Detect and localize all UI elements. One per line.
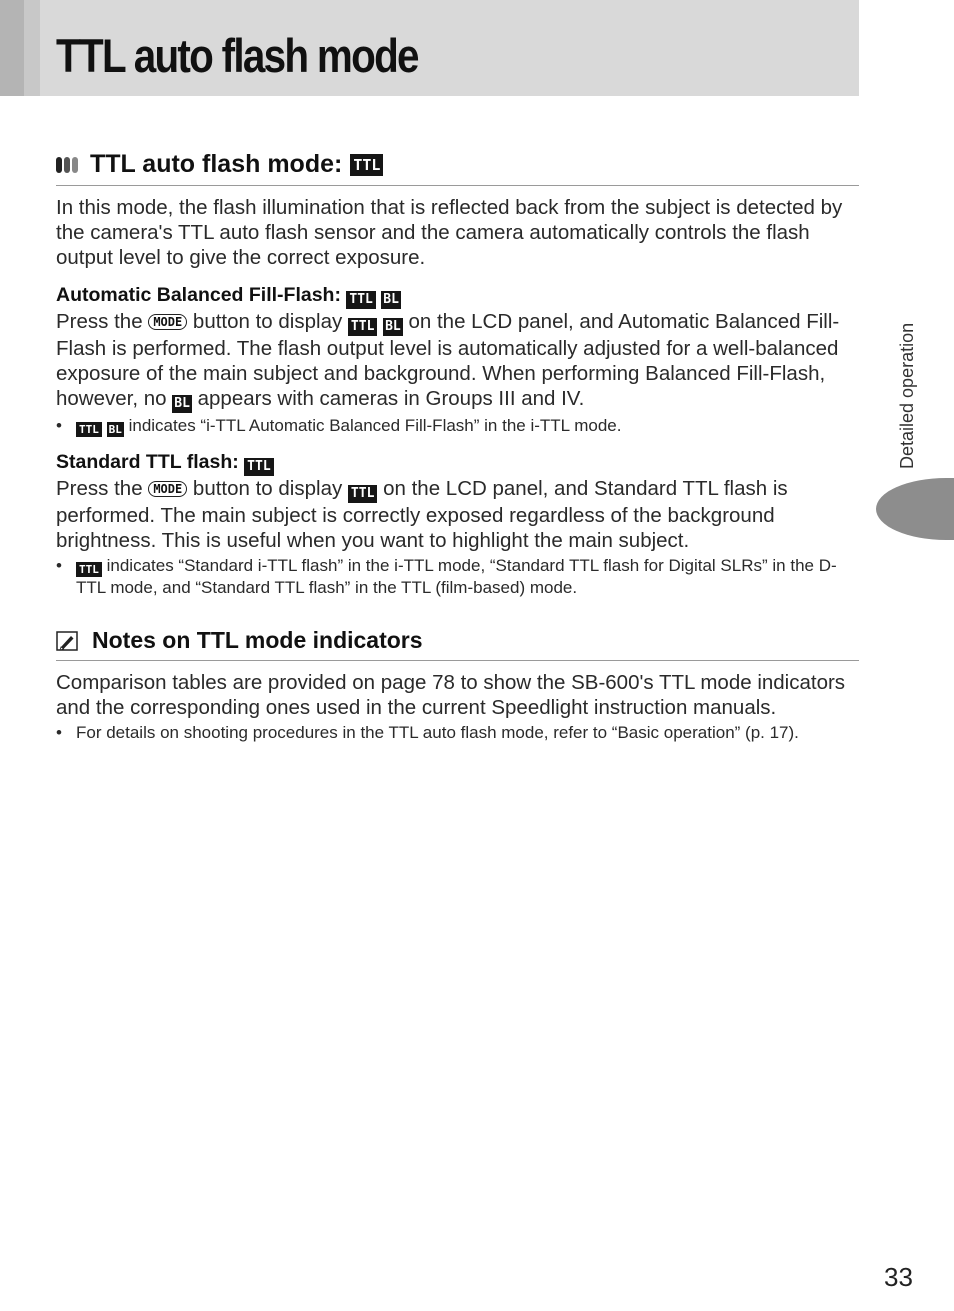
header-strip bbox=[0, 0, 40, 96]
notes-paragraph: Comparison tables are provided on page 78 to show the SB-600's TTL mode indicators and the corresponding ones used in the current Speedlight instruction manuals. bbox=[56, 671, 846, 719]
bullet-text: indicates “i-TTL Automatic Balanced Fill-Flash” in the i-TTL mode. bbox=[128, 416, 622, 435]
notes-heading-text: Notes on TTL mode indicators bbox=[92, 627, 423, 653]
pencil-note-icon bbox=[56, 631, 78, 651]
bullet-text: indicates “Standard i-TTL flash” in the i-TTL mode, “Standard TTL flash for Digital SLRs” in the D-TTL mode, and “Standard TTL flash” in the TTL (film-based) mode. bbox=[76, 556, 837, 597]
bl-badge: BL bbox=[108, 423, 122, 436]
ttl-badge: TTL bbox=[244, 458, 273, 476]
text-run: button to display bbox=[192, 310, 343, 333]
ttl-badge: TTL bbox=[76, 562, 102, 577]
text-run: button to display bbox=[192, 477, 343, 500]
intro-paragraph: In this mode, the flash illumination that is reflected back from the subject is detected by the camera's TTL auto flash sensor and the camera automatically controls the flash output level to give the correct exposure. bbox=[56, 196, 843, 269]
ttl-badge: TTL bbox=[348, 318, 377, 336]
text-run: Press the bbox=[56, 477, 143, 500]
text-run: Press the bbox=[56, 310, 143, 333]
ttl-badge: TTL bbox=[350, 154, 383, 176]
bl-badge: BL bbox=[383, 292, 399, 307]
ttl-badge: TTL bbox=[346, 291, 375, 309]
ttl-badge: TTL bbox=[348, 485, 377, 503]
chapter-tab bbox=[876, 478, 954, 540]
bl-badge: BL bbox=[385, 319, 401, 334]
ttl-badge: TTL bbox=[76, 422, 102, 437]
standard-ttl-bullet bbox=[56, 555, 859, 599]
section-heading-notes bbox=[56, 627, 859, 661]
text-run: appears with cameras in Groups III and IV. bbox=[197, 387, 585, 410]
bl-badge: BL bbox=[174, 396, 190, 411]
chapter-label: Detailed operation bbox=[897, 322, 917, 469]
standard-ttl-heading bbox=[56, 449, 859, 476]
notes-bullet bbox=[56, 722, 859, 744]
triple-dots-icon bbox=[56, 157, 78, 173]
page-number: 33 bbox=[884, 1262, 913, 1292]
fill-flash-heading bbox=[56, 282, 859, 309]
fill-flash-bullet bbox=[56, 415, 859, 437]
standard-ttl-paragraph bbox=[56, 476, 859, 553]
mode-button-icon: MODE bbox=[148, 314, 187, 330]
section-heading-text: TTL auto flash mode: bbox=[90, 150, 343, 178]
fill-flash-heading-text: Automatic Balanced Fill-Flash: bbox=[56, 284, 341, 306]
section-heading-ttl-auto bbox=[56, 150, 859, 186]
standard-ttl-heading-text: Standard TTL flash: bbox=[56, 451, 239, 473]
text-run: on the LCD panel, and Automatic Balanced Fill-Flash is performed. The flash output level is automatically adjusted for a well-balanced exposure of the main subject and background. When performing Balanced Fill-Flash, however, no bbox=[56, 310, 840, 410]
bullet-text: For details on shooting procedures in the TTL auto flash mode, refer to “Basic operation” (p. 17). bbox=[76, 723, 799, 742]
main-content bbox=[56, 150, 859, 744]
fill-flash-paragraph bbox=[56, 309, 859, 413]
mode-button-icon: MODE bbox=[148, 481, 187, 497]
text-run: on the LCD panel, and Standard TTL flash is performed. The main subject is correctly exposed regardless of the background brightness. This is useful when you want to highlight the main subject. bbox=[56, 477, 788, 552]
page-title: TTL auto flash mode bbox=[56, 29, 418, 82]
